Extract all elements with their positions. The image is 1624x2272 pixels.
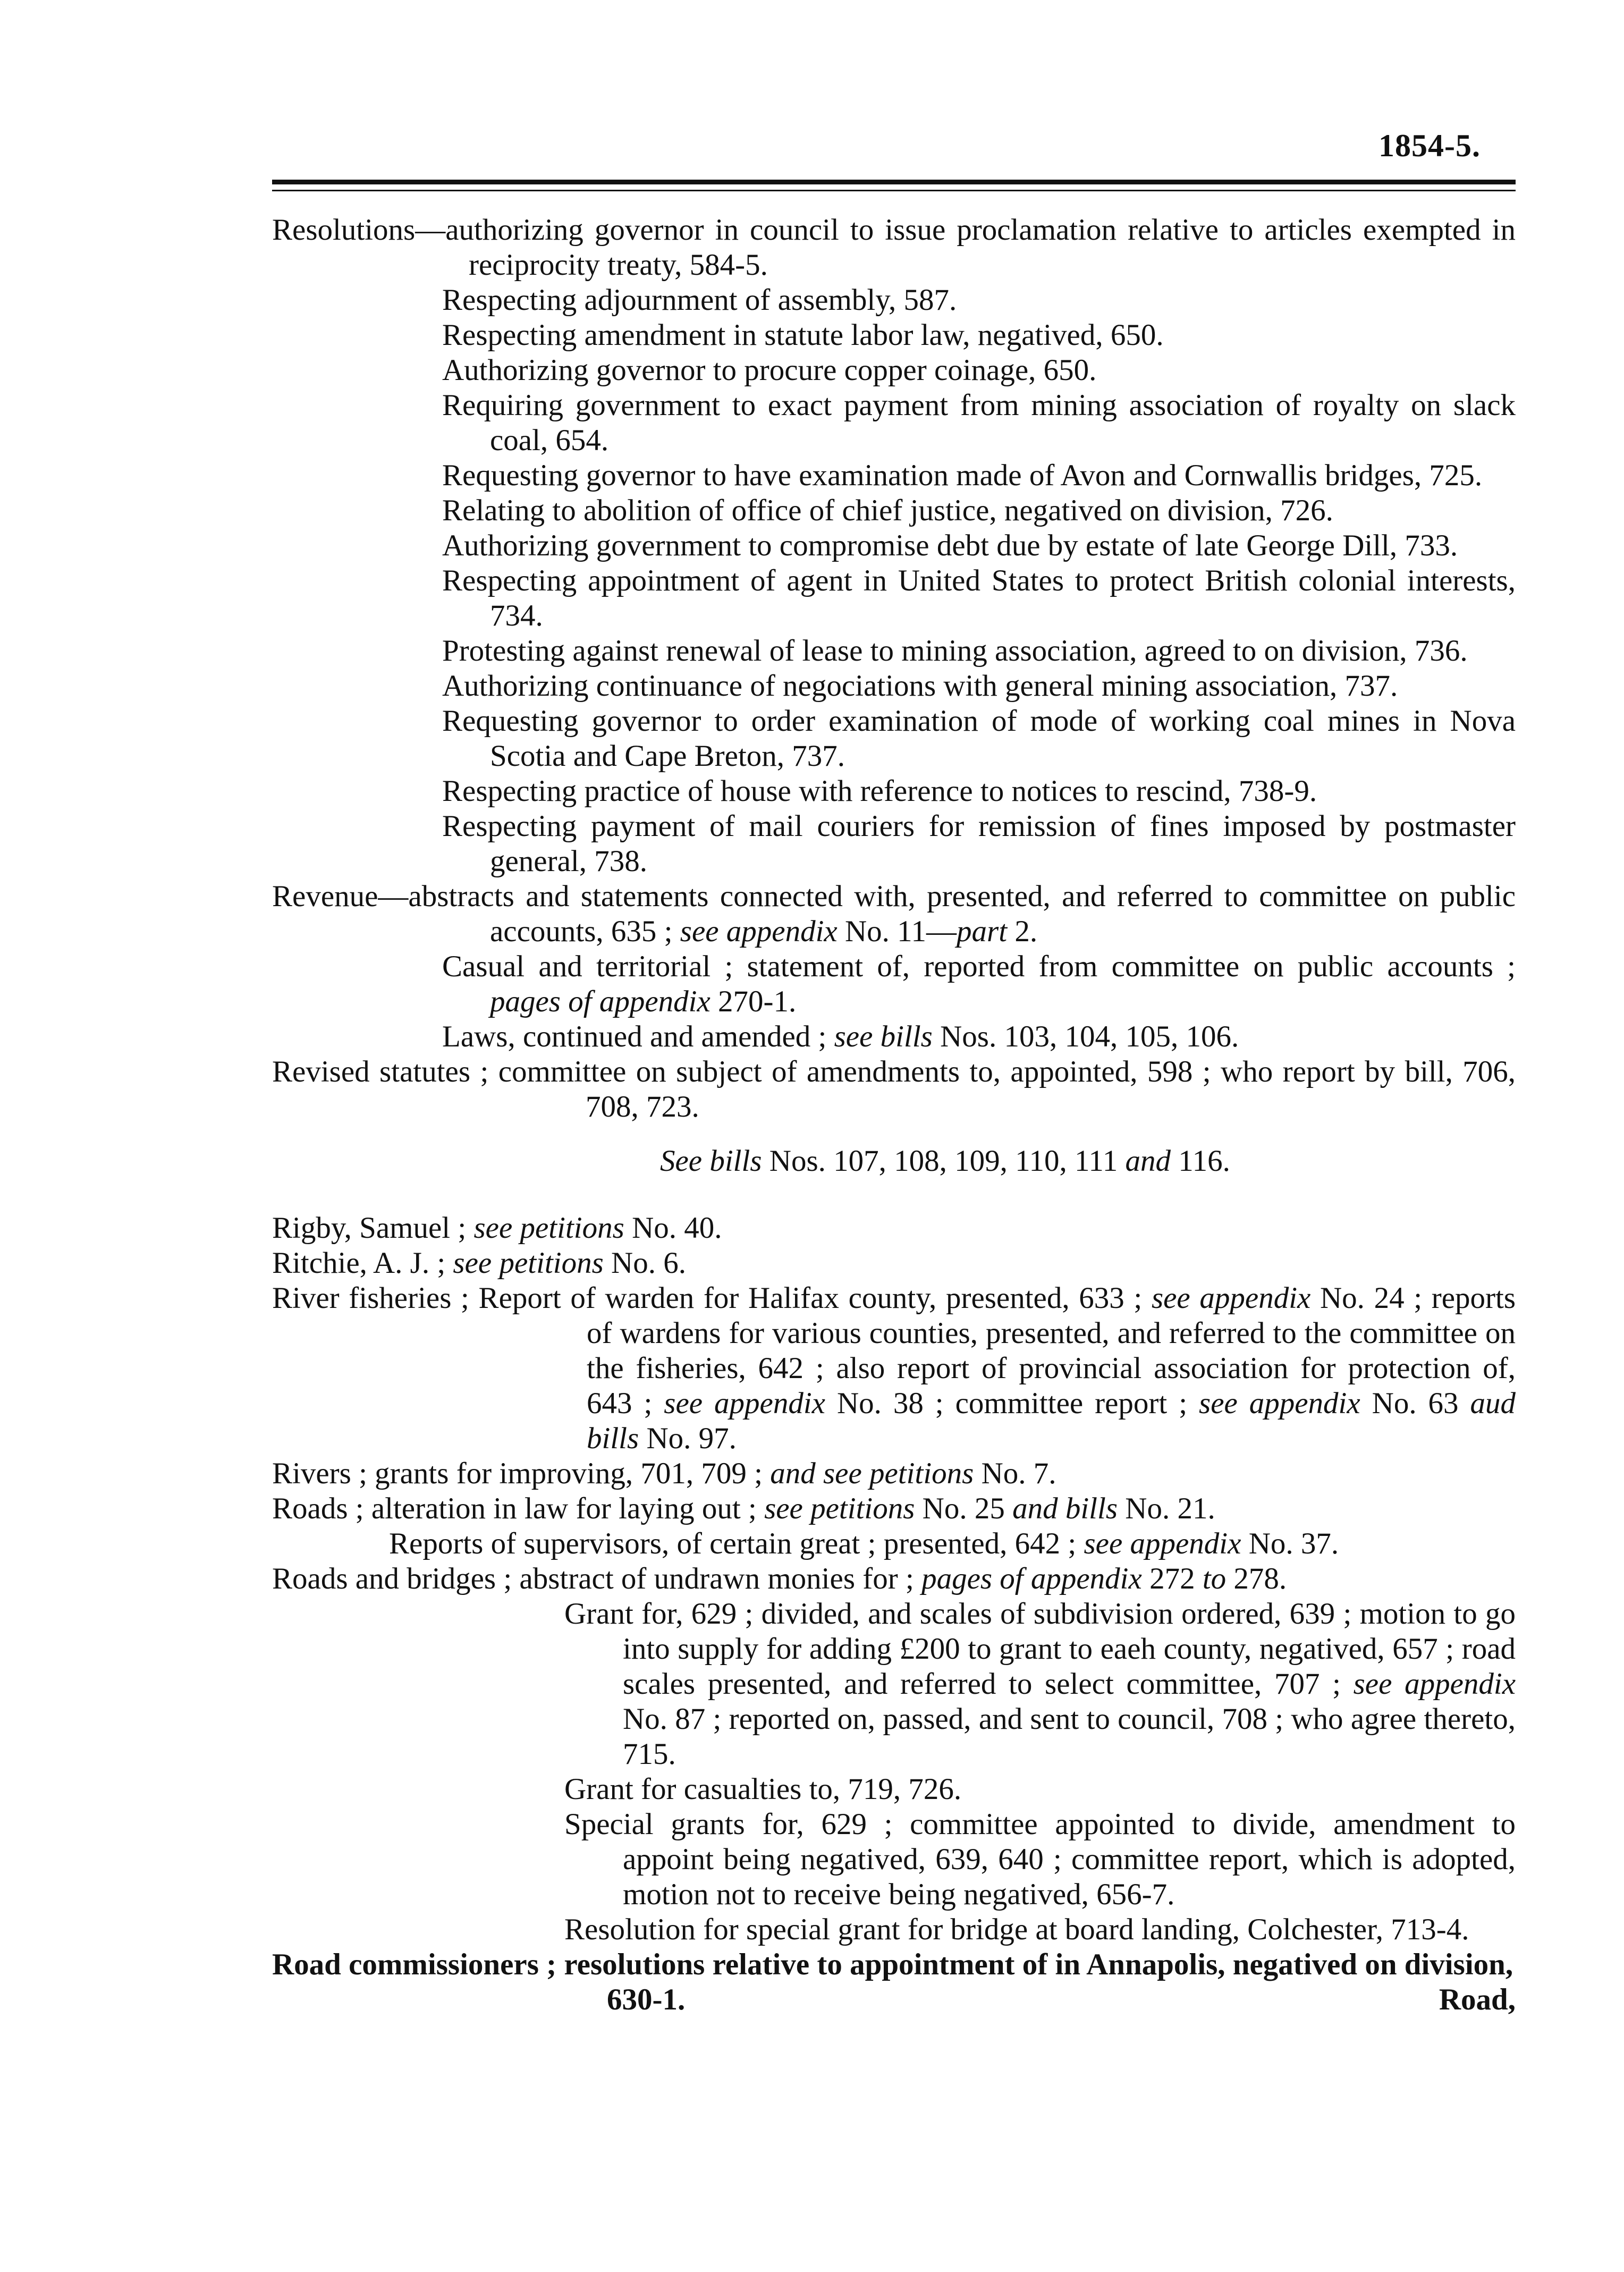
entry-text: Respecting amendment in statute labor law, negatived, 650. xyxy=(442,318,1164,352)
entry-text: Ritchie, A. J. ; xyxy=(272,1246,446,1280)
spacer xyxy=(272,1179,1516,1211)
entry-ref-italic: see petitions xyxy=(764,1492,915,1525)
entry-ref-italic: pages of appendix xyxy=(490,985,710,1018)
entry-text: River fisheries ; Report of warden for Halifax county, presented, 633 ; xyxy=(272,1281,1143,1315)
entry-text: Nos. 107, 108, 109, 110, 111 xyxy=(769,1144,1118,1178)
page-year: 1854-5. xyxy=(1378,128,1481,163)
entry-text: Respecting practice of house with reference to notices to rescind, 738-9. xyxy=(442,774,1317,808)
entry-text: Grant for casualties to, 719, 726. xyxy=(564,1772,962,1806)
entry-text: 278. xyxy=(1233,1562,1287,1595)
entry-text: No. 97. xyxy=(646,1422,737,1455)
entry-ref-italic: see appendix xyxy=(1151,1281,1311,1315)
entry-text: No. 87 ; reported on, passed, and sent to council, 708 ; who agree thereto, 715. xyxy=(623,1702,1516,1771)
entry-text: No. 6. xyxy=(611,1246,686,1280)
index-body xyxy=(272,213,1516,2017)
entry-text: Rigby, Samuel ; xyxy=(272,1211,467,1245)
index-entry xyxy=(272,1456,1516,1491)
entry-text: Special grants for, 629 ; committee appointed to divide, amendment to appoint being negatived, 639, 640 ; committee report, which is adopted, motion not to receive being negatived, 656-7. xyxy=(564,1808,1516,1911)
index-entry xyxy=(272,213,1516,283)
index-entry xyxy=(272,949,1516,1019)
entry-ref-italic: and xyxy=(1125,1144,1171,1178)
index-entry xyxy=(272,493,1516,528)
entry-text: 270-1. xyxy=(718,985,797,1018)
entry-text: Laws, continued and amended ; xyxy=(442,1020,827,1053)
index-entry xyxy=(272,1054,1516,1125)
entry-ref-italic: and see petitions xyxy=(770,1457,974,1490)
index-entry xyxy=(272,634,1516,669)
entry-text: Authorizing governor to procure copper coinage, 650. xyxy=(442,353,1097,387)
index-entry xyxy=(272,458,1516,493)
entry-ref-italic: see bills xyxy=(834,1020,933,1053)
entry-text: Revised statutes ; committee on subject of amendments to, appointed, 598 ; who report by bill, 706, 708, 723. xyxy=(272,1055,1516,1124)
entry-text: No. 40. xyxy=(632,1211,722,1245)
index-entry xyxy=(272,388,1516,458)
entry-text: Revenue—abstracts and statements connected with, presented, and referred to committee on public accounts, 635 ; xyxy=(272,880,1516,948)
entry-text: Respecting adjournment of assembly, 587. xyxy=(442,283,957,317)
entry-ref-italic: see appendix xyxy=(1353,1667,1516,1701)
entry-text: No. 63 xyxy=(1372,1387,1459,1420)
entry-text: Relating to abolition of office of chief justice, negatived on division, 726. xyxy=(442,494,1333,527)
entry-text: Roads and bridges ; abstract of undrawn monies for ; xyxy=(272,1562,914,1595)
entry-text: Requiring government to exact payment from mining association of royalty on slack coal, 654. xyxy=(442,388,1516,457)
index-entry xyxy=(272,774,1516,809)
entry-text: Requesting governor to order examination of mode of working coal mines in Nova Scotia and Cape Breton, 737. xyxy=(442,704,1516,773)
entry-text: Authorizing continuance of negociations with general mining association, 737. xyxy=(442,669,1398,703)
entry-ref-italic: see petitions xyxy=(453,1246,604,1280)
index-entry xyxy=(272,1807,1516,1912)
index-entry xyxy=(272,1491,1516,1526)
index-entry xyxy=(272,1597,1516,1772)
index-entry xyxy=(272,318,1516,353)
entry-text: No. 38 ; committee report ; xyxy=(836,1387,1188,1420)
index-entry xyxy=(272,1912,1516,1947)
index-entry xyxy=(272,704,1516,774)
entry-text: 116. xyxy=(1178,1144,1230,1178)
entry-text: No. 11— xyxy=(844,915,957,948)
catchword-text: Road, xyxy=(1439,1983,1516,2016)
entry-text: Respecting payment of mail couriers for remission of fines imposed by postmaster general, 738. xyxy=(442,809,1516,878)
entry-text: No. 7. xyxy=(981,1457,1056,1490)
index-entry xyxy=(272,283,1516,318)
index-entry xyxy=(272,669,1516,704)
entry-text: Resolutions—authorizing governor in council to issue proclamation relative to articles exempted in reciprocity treaty, 584-5. xyxy=(272,213,1516,282)
entry-text: Requesting governor to have examination made of Avon and Cornwallis bridges, 725. xyxy=(442,459,1483,492)
entry-text: Grant for, 629 ; divided, and scales of subdivision ordered, 639 ; motion to go into supply for adding £200 to grant to eaeh county, negatived, 657 ; road scales presented, and referred to select committee, 707 ; xyxy=(564,1597,1516,1701)
index-entry xyxy=(272,1947,1516,2017)
index-entry xyxy=(272,1211,1516,1246)
entry-text: Casual and territorial ; statement of, reported from committee on public accounts ; xyxy=(442,950,1516,983)
entry-text: Road commissioners ; resolutions relative to appointment of in Annapolis, negatived on division, 630-1. xyxy=(272,1948,1513,2016)
entry-text: Protesting against renewal of lease to mining association, agreed to on division, 736. xyxy=(442,634,1468,668)
entry-ref-italic: pages of appendix xyxy=(921,1562,1142,1595)
index-entry xyxy=(272,353,1516,388)
index-entry xyxy=(272,809,1516,879)
entry-ref-italic: see appendix xyxy=(1084,1527,1241,1560)
spacer xyxy=(272,1125,1516,1144)
entry-ref-italic: See bills xyxy=(660,1144,762,1178)
entry-ref-italic: and bills xyxy=(1012,1492,1118,1525)
entry-ref-italic: to xyxy=(1202,1562,1227,1595)
entry-ref-italic: part xyxy=(957,915,1008,948)
entry-text: Roads ; alteration in law for laying out ; xyxy=(272,1492,757,1525)
entry-text: Respecting appointment of agent in United States to protect British colonial interests, 734. xyxy=(442,564,1516,632)
index-entry xyxy=(272,879,1516,949)
entry-text: No. 24 ; reports of wardens for various counties, presented, and referred to the committee on the fisheries, 642 ; also report of provincial association for protection of, 643 ; xyxy=(587,1281,1516,1420)
index-entry xyxy=(272,1561,1516,1597)
entry-ref-italic: aud bills xyxy=(587,1387,1516,1455)
entry-text: Authorizing government to compromise debt due by estate of late George Dill, 733. xyxy=(442,529,1458,562)
entry-text: No. 25 xyxy=(922,1492,1005,1525)
index-entry xyxy=(272,1246,1516,1281)
index-entry xyxy=(272,1526,1516,1561)
index-entry xyxy=(272,1281,1516,1456)
entry-ref-italic: see appendix xyxy=(1199,1387,1360,1420)
entry-text: Reports of supervisors, of certain great ; presented, 642 ; xyxy=(389,1527,1077,1560)
entry-ref-italic: see petitions xyxy=(473,1211,624,1245)
entry-text: No. 21. xyxy=(1125,1492,1215,1525)
entry-ref-italic: see appendix xyxy=(680,915,838,948)
entry-ref-italic: see appendix xyxy=(664,1387,825,1420)
index-entry xyxy=(272,1019,1516,1054)
entry-text: 2. xyxy=(1014,915,1038,948)
entry-text: Resolution for special grant for bridge at board landing, Colchester, 713-4. xyxy=(564,1913,1469,1946)
entry-text: Nos. 103, 104, 105, 106. xyxy=(940,1020,1239,1053)
entry-text: No. 37. xyxy=(1248,1527,1339,1560)
entry-text: Rivers ; grants for improving, 701, 709 ; xyxy=(272,1457,763,1490)
entry-text: 272 xyxy=(1149,1562,1195,1595)
header-rule xyxy=(272,180,1516,191)
index-entry xyxy=(272,1772,1516,1807)
index-entry xyxy=(272,1144,1516,1179)
index-entry xyxy=(272,528,1516,563)
index-entry xyxy=(272,563,1516,634)
